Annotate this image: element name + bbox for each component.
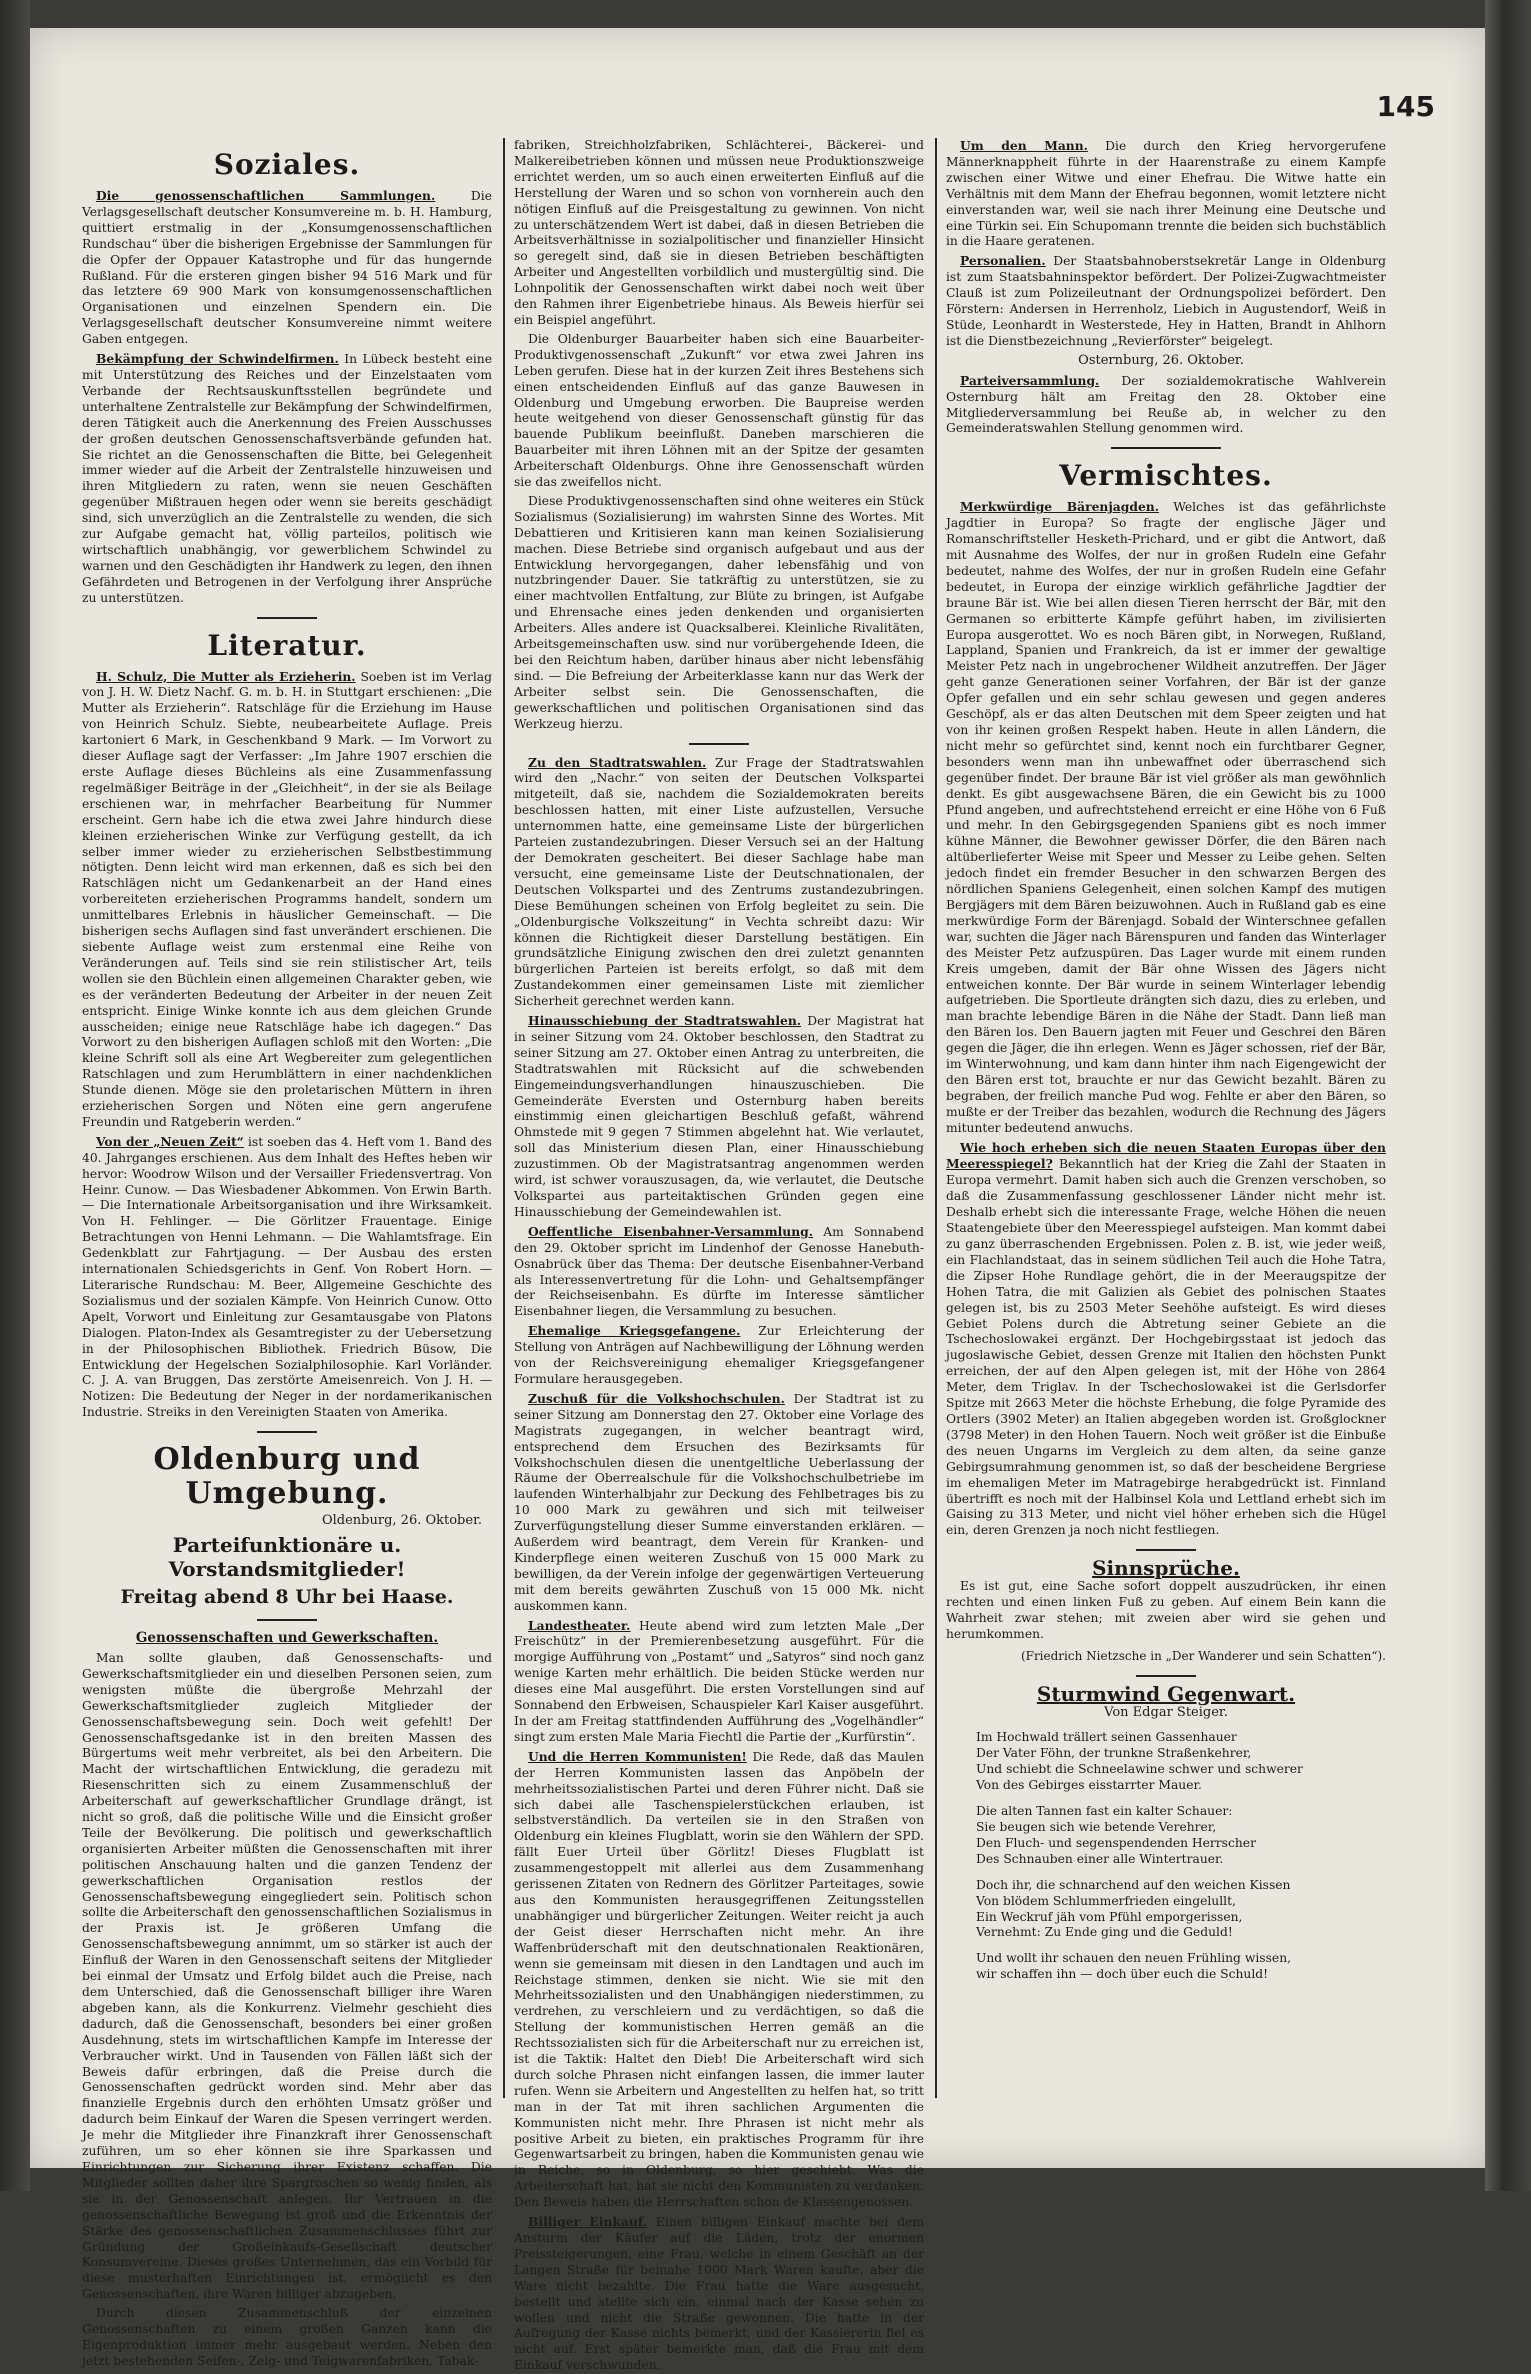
article-text: Der Staatsbahnoberstsekretär Lange in Oldenburg ist zum Staatsbahninspektor befördert. Der Polizei-Zugwachtmeister Clauß ist zum Polizeileutnant der Ordnungspolizei befördert. Den Förstern: Andersen in Herrenholz, Liebich in Augustendorf, Weiß in Stüde, Leonhardt in Westerstede, Hey in Hatten, Brandt in Ahlhorn ist die Dienstbezeichnung „Revierförster“ beigelegt. — [946, 254, 1386, 348]
article-text: Die Rede, daß das Maulen der Herren Kommunisten lassen das Anpöbeln der mehrheitssozialistischen Partei und deren Führer nicht. Daß sie sich dabei alle Taschenspielerstückchen erlauben, ist selbstverständlich. Da verteilen sie in den Straßen von Oldenburg ein kleines Flugblatt, worin sie den Wählern der SPD. fällt Euer Urteil über Görlitz! Dieses Flugblatt ist zusammengestoppelt mit allerlei aus dem Zusammenhang gerissenen Zitaten von Rednern des Görlitzer Parteitages, sowie aus den Kommunisten herausgegriffenen Zeitungsstellen unabhängiger und bürgerlicher Zeitungen. Weiter reicht ja auch der Geist dieser Herrschaften nicht mehr. An ihre Waffenbrüderschaft mit den deutschnationalen Reaktionären, wenn sie gemeinsam mit diesen in den Landtagen und auch im Reichstage stimmen, denken sie nicht. Wie sie mit den Mehrheitssozialisten und den Unabhängigen niederstimmen, zu verdrehen, zu verschleiern und zu verdächtigen, so daß die Stellung der kommunistischen Herren gemäß an die Rechtssozialisten sich für die Arbeiterschaft nur zu erreichen ist, ist die Taktik: Haltet den Dieb! Die Arbeiterschaft wird sich durch solche Phrasen nicht einfangen lassen, die immer lauter rufen. Wenn sie Arbeitern und Angestellten zu helfen hat, so tritt man in der Tat mit ihren sachlichen Argumenten die Kommunisten nicht mehr. Ihre Phrasen ist nicht mehr als positive Arbeit zu bieten, ein praktisches Programm für ihre Gegenwartsarbeit zu bringen, haben die Kommunisten genau wie in Reiche, so in Oldenburg, so hier geschieht. Was die Arbeiterschaft hat, hat sie nicht den Kommunisten zu verdanken. Den Beweis haben die Herrschaften schon de Klassengenossen. — [514, 1749, 924, 2210]
article-paragraph — [946, 1140, 1386, 1540]
article-paragraph — [946, 373, 1386, 438]
article-lead: Zuschuß für die Volkshochschulen. — [528, 1390, 785, 1406]
article-lead: Um den Mann. — [960, 138, 1088, 153]
article-paragraph — [82, 669, 492, 1131]
poem-line: Doch ihr, die schnarchend auf den weichen Kissen — [976, 1877, 1291, 1892]
poem-stanza — [976, 1730, 1386, 1794]
section-title-sinnsprueche: Sinnsprüche. — [1092, 1556, 1240, 1581]
article-lead: Landestheater. — [528, 1617, 631, 1633]
article-text: Soeben ist im Verlag von J. H. W. Dietz Nachf. G. m. b. H. in Stuttgart erschienen: „Die Mutter als Erzieherin“. Ratschläge für die Erziehung im Hause von Heinrich Schulz. Siebte, neubearbeitete Auflage. Preis kartoniert 6 Mark, in Geschenkband 9 Mark. — Im Vorwort zu dieser Auflage sagt der Verfasser: „Im Jahre 1907 erschien die erste Auflage dieses Büchleins als eine Zusammenfassung regelmäßiger Beiträge in der „Gleichheit“, in der sie als Beilage erschienen war, in mehrfacher Bearbeitung für Nummer erscheint. Gern habe ich die etwa zwei Jahre hindurch diese kleinen erzieherischen Winke zur Verfügung gestellt, da ich selber immer wieder zu erzieherischen Selbstbestimmung nötigten. Denn leicht wird man erkennen, daß es sich bei den Ratschlägen nicht um Gedankenarbeit an der Hand eines vorbereiteten erzieherischen Programms handelt, sondern um unmittelbares Erlebnis in häuslicher Gemeinschaft. — Die bisherigen sechs Auflagen sind fast unverändert erschienen. Die siebente Auflage weist zum erstenmal eine Reihe von Veränderungen auf. Teils sind sie rein stilistischer Art, teils wollen sie den Büchlein einen allgemeinen Charakter geben, wie es der veränderten Bedeutung der Arbeiter in der neuen Zeit entspricht. Einige Winke konnte ich aus dem gleichen Grunde ausscheiden; einige neue Ratschläge habe ich dagegen.“ Das Vorwort zu den bisherigen Auflagen schloß mit den Worten: „Die kleine Schrift soll als eine Art Wegbereiter zum gelegentlichen Ratschlagen und zum Herumblättern in einer nachdenklichen Stunde dienen. Möge sie den proletarischen Müttern in ihren erzieherischen Sorgen und Nöten eine gern angerufene Freundin und Ratgeberin werden.“ — [82, 669, 492, 1129]
article-lead: Personalien. — [960, 253, 1046, 269]
article-paragraph: Es ist gut, eine Sache sofort doppelt auszudrücken, ihr einen rechten und einen linken Fuß zu geben. Auf einem Bein kann die Wahrheit zwar stehen; mit zweien aber wird sie gehen und herumkommen. — [946, 1579, 1386, 1641]
poem-title: Sturmwind Gegenwart. — [1036, 1681, 1296, 1706]
divider — [689, 743, 749, 745]
article-lead: Zu den Stadtratswahlen. — [528, 754, 707, 770]
poem-line: Sie beugen sich wie betende Verehrer, — [976, 1820, 1217, 1834]
article-paragraph — [514, 1391, 924, 1615]
poem-stanza — [976, 1878, 1386, 1942]
article-lead: Parteiversammlung. — [960, 372, 1100, 388]
article-lead: Merkwürdige Bärenjagden. — [960, 499, 1160, 515]
poem-author: Von Edgar Steiger. — [1104, 1704, 1228, 1720]
article-text: Zur Erleichterung der Stellung von Anträgen auf Nachbewilligung der Löhnung werden von der Reichsvereinigung ehemaliger Kriegsgefangener Formulare herausgegeben. — [514, 1324, 924, 1386]
article-text: Der Magistrat hat in seiner Sitzung vom 24. Oktober beschlossen, den Stadtrat zu seiner Sitzung am 27. Oktober einen Antrag zu unterbreiten, die Stadtratswahlen mit Rücksicht auf die schwebenden Eingemeindungsverhandlungen hinauszuschieben. Die Gemeinderäte Eversten und Osternburg haben bereits einstimmig einen gleichartigen Beschluß gefaßt, während Ohmstede mit 9 gegen 7 Stimmen abgelehnt hat. Wie verlautet, soll das Ministerium diesen Plan, einer Hinausschiebung zuzustimmen. Ob der Magistratsantrag angenommen werden wird, ist schwer vorauszusagen, da, wie verlautet, die Deutsche Volkspartei aus parteitaktischen Gründen gegen eine Hinausschiebung der Gemeindewahlen ist. — [514, 1014, 924, 1219]
article-lead: Und die Herren Kommunisten! — [528, 1748, 747, 1764]
article-paragraph — [514, 1749, 924, 2211]
article-lead: Wie hoch erheben sich die neuen Staaten Europas über den Meeresspiegel? — [946, 1139, 1386, 1172]
poem-line: Vernehmt: Zu Ende ging und die Geduld! — [976, 1925, 1233, 1940]
article-paragraph: Durch diesen Zusammenschluß der einzelnen Genossenschaften zu einem großen Ganzen kann die Eigenproduktion immer mehr ausgebaut werden. Neben den jetzt bestehenden Seifen-, Zeig- und Teigwarenfabriken, Tabak- — [82, 2306, 492, 2368]
divider — [257, 1619, 317, 1621]
poem-line: wir schaffen ihn — doch über euch die Schuld! — [976, 1967, 1269, 1982]
article-text: ist soeben das 4. Heft vom 1. Band des 40. Jahrganges erschienen. Aus dem Inhalt des Heftes heben wir hervor: Woodrow Wilson und der Versailler Friedensvertrag. Von Heinr. Cunow. — Das Wiesbadener Abkommen. Von Erwin Barth. — Die Internationale Arbeitsorganisation und ihre Wirksamkeit. Von H. Fehlinger. — Die Görlitzer Frauentage. Einige Betrachtungen von Henni Lehmann. — Die Wahlamtsfrage. Ein Gedenkblatt zur Fahrtjagung. — Der Ausbau des ersten internationalen Schiedsgerichts in Genf. Von Robert Horn. — Literarische Rundschau: M. Beer, Allgemeine Geschichte des Sozialismus und der sozialen Kämpfe. Von Heinrich Cunow. Otto Apelt, Vorwort und Einleitung zur Gesamtausgabe von Platons Dialogen. Platon-Index als Gesamtregister zu der Uebersetzung in der Philosophischen Bibliothek. Friedrich Büsow, Die Entwicklung der Hegelschen Sozialphilosophie. Karl Vorländer. C. J. A. van Bruggen, Das zerstörte Ameisenreich. Von J. H. — Notizen: Die Bedeutung der Neger in der nordamerikanischen Industrie. Streiks in den Vereinigten Staaten von Amerika. — [82, 1134, 492, 1420]
article-paragraph — [514, 755, 924, 1011]
divider — [1111, 447, 1221, 449]
article-text: In Lübeck besteht eine mit Unterstützung des Reiches und der Einzelstaaten vom Verbande der Rechtsauskunftsstellen begründete und unterhaltene Zentralstelle zur Bekämpfung der Schwindelfirmen, deren Tätigkeit auch die Anerkennung des Freien Ausschusses der großen deutschen Genossenschaftsverbände gefunden hat. Sie richtet an die Genossenschaften die Bitte, bei Gelegenheit immer wieder auf die Arbeit der Zentralstelle hinzuweisen und ihren Mitgliedern zu raten, wenn sie neuen Geschäften gegenüber Mißtrauen hegen oder wenn sie bereits geschädigt sind, sich unverzüglich an die Zentralstelle zu wenden, die sich zur Aufgabe gemacht hat, völlig parteilos, politisch wie wirtschaftlich unabhängig, vor gewerblichem Schwindel zu warnen und den Geschädigten ihr Handwerk zu legen, den ihnen Gefährdeten und Betrogenen in der Verfolgung ihrer Ansprüche zu unterstützen. — [82, 352, 492, 605]
article-paragraph: Diese Produktivgenossenschaften sind ohne weiteres ein Stück Sozialismus (Sozialisierung) im wahrsten Sinne des Wortes. Mit Debattieren und Kritisieren kann man keinen Sozialisierung machen. Diese Betriebe sind organisch aufgebaut und aus der Entwicklung hervorgegangen, daher lebensfähig und von nutzbringender Dauer. Sie tatkräftig zu unterstützen, sie zu einer machtvollen Entfaltung, zur Blüte zu bringen, ist Aufgabe und Ehrensache eines jeden denkenden und organisierten Arbeiters. Alles andere ist Quacksalberei. Kleinliche Rivalitäten, Arbeitsgemeinschaften usw. sind nur vorübergehende Ideen, die bei den Reichtum haben, darüber hinaus aber nicht lebensfähig sind. — Die Befreiung der Arbeiterklasse kann nur das Werk der Arbeiter selbst sein. Die Genossenschaften, die gewerkschaftlichen und politischen Organisationen sind das Werkzeug hierzu. — [514, 493, 924, 731]
article-text: Heute abend wird zum letzten Male „Der Freischütz“ in der Premierenbesetzung ausgeführt. Für die morgige Aufführung von „Postamt“ und „Satyros“ sind noch ganz wenige Karten mehr erhältlich. Die beiden Stücke werden nur dieses eine Mal ausgeführt. Die ersten Vorstellungen sind auf Sonnabend den Erbweisen, Schauspieler Karl Kaiser ausgeführt. In der am Freitag stattfindenden Aufführung des „Vogelhändler“ singt zum ersten Male Maria Fiechtl die Partie der „Kurfürstin“. — [514, 1618, 924, 1744]
section-title-oldenburg: Oldenburg und Umgebung. — [153, 1442, 421, 1512]
poem-line: Und schiebt die Schneelawine schwer und schwerer — [976, 1762, 1303, 1777]
article-lead: Billiger Einkauf. — [528, 2214, 647, 2230]
article-lead: Hinausschiebung der Stadtratswahlen. — [528, 1013, 802, 1029]
section-title-soziales: Soziales. — [213, 148, 361, 181]
poem-line: Der Vater Föhn, der trunkne Straßenkehrer, — [976, 1746, 1252, 1761]
dateline: Osternburg, 26. Oktober. — [1078, 352, 1244, 368]
article-paragraph — [514, 2214, 924, 2374]
column-rule — [503, 138, 505, 2098]
article-paragraph — [82, 1134, 492, 1421]
article-paragraph — [514, 1323, 924, 1388]
article-text: Der Stadtrat ist zu seiner Sitzung am Donnerstag den 27. Oktober eine Vorlage des Magistrats zugegangen, in welcher beantragt wird, entsprechend dem Ersuchen des Bezirksamts für Volkshochschulen diesen die unentgeltliche Ueberlassung der Räume der Oberrealschule für die Volkshochschulbetriebe im laufenden Winterhalbjahr zur Deckung des Fehlbetrages bis zu 10 000 Mark zu gewähren und sich mit teilweiser Zurverfügungstellung dieser Summe einverstanden erklären. — Außerdem wird beantragt, dem Verein für Kranken- und Kinderpflege einen weiteren Zuschuß von 15 000 Mark zu bewilligen, da der Verein infolge der gegenwärtigen Verteuerung mit dem bereits gewährten Zuschuß von 15 000 Mk. nicht auskommen kann. — [514, 1391, 924, 1613]
article-paragraph — [82, 188, 492, 348]
article-lead: Bekämpfung der Schwindelfirmen. — [96, 351, 339, 367]
article-title: Genossenschaften und Gewerkschaften. — [135, 1630, 439, 1647]
article-lead: Von der „Neuen Zeit“ — [96, 1133, 244, 1149]
article-lead: Oeffentliche Eisenbahner-Versammlung. — [528, 1223, 814, 1239]
poem-line: Von des Gebirges eisstarrter Mauer. — [976, 1778, 1202, 1793]
article-text: Welches ist das gefährlichste Jagdtier in Europa? So fragte der englische Jäger und Romanschriftsteller Hesketh-Prichard, und er gibt die Antwort, daß mit Ausnahme des Wolfes, der nur in großen Rudeln eine Gefahr bedeutet, nahme des Wolfes, der nur in großen Rudeln eine Gefahr bedeutet, in Europa der einzige wirklich gefährliche Jagdtier der braune Bär ist. Wie bei allen diesen Tieren herrscht der Bär, mit den Germanen so erbitterte Kämpfe geführt haben, im zivilisierten Europa ausgerottet. Wo es noch Bären gibt, in Norwegen, Rußland, Lappland, Spanien und Frankreich, da ist er immer der gewaltige Meister Petz nach in ungebrochener Wildheit anzutreffen. Der Jäger geht ganze Generationen seiner Vorfahren, der Bär ist der ganze Opfer gefallen und ein sehr schlau gewesen und gegen anderes Geschöpf, als er das alten Deutschen mit dem Speer zeigten und hat von ihr keinen großen Respekt haben. Heute in allen Ländern, die nicht mehr so gefürchtet sind, kennt noch ein furchtbarer Gegner, besonders wenn man ihn unbewaffnet oder überraschend sich gegenüber findet. Der braune Bär ist viel größer als man gewöhnlich denkt. Es gibt ausgewachsene Bären, die ein Gewicht bis zu 1000 Pfund angeben, und aufrechtstehend erreicht er eine Höhe von 6 Fuß und mehr. In den Gebirgsgegenden Spaniens gibt es noch immer kühne Männer, die Bewohner gewisser Dörfer, die den Bären nach altüberlieferter Weise mit Speer und Messer zu Leibe gehen. Selten jedoch findet ein fremder Besucher in den schwarzen Bergen des nördlichen Spaniens Gelegenheit, einen solchen Kampf des mutigen Bergjägers mit dem Bären beizuwohnen. Auch in Rußland gab es eine merkwürdige Form der Bärenjagd. Sobald der Winterschnee gefallen war, suchten die Jäger nach Bärenspuren und fanden das Winterlager des Meister Petz aufzuspüren. Das Lager wurde mit einem runden Kreis umgeben, damit der Bär ohne Wissen des Jägers nicht entweichen konnte. Der Bär wurde in seinem Winterlager lebendig aufgetrieben. Die Sportleute drängten sich dazu, dies zu erleben, und man brachte lebendige Bären in die Nähe der Stadt. Dann ließ man den Bären los. Den Bauern jagten mit Feuer und Geschrei den Bären gegen die Jäger, die ihn erlegen. Wenn es Jäger schossen, rief der Bär, im Winterwohnung, und kam dann hinter ihm nach Eigengewicht der den Bären erst tot, brauchte er nur das Gewicht bezahlt. Bären zu begraben, der freilich manche Pud wog. Fehlte er aber den Bären, so mußte er der Treiber das bezahlen, wodurch die Rechnung des Jägers mitunter bedeutend anwuchs. — [946, 500, 1386, 1135]
party-notice-time: Freitag abend 8 Uhr bei Haase. — [120, 1586, 454, 1609]
article-text: Die durch den Krieg hervorgerufene Männerknappheit führte in der Haarenstraße zu einem Kampfe zwischen einer Witwe und einer Ehefrau. Die Witwe hatte ein Verhältnis mit dem Mann der Ehefrau begonnen, womit letztere nicht einverstanden war, weil sie nach ihrer Meinung eine Deutsche und eine Türkin sei. Ein Schupomann trennte die beiden sich buchstäblich in die Haare geratenen. — [946, 139, 1386, 249]
article-paragraph — [514, 1224, 924, 1320]
poem-line: Im Hochwald trällert seinen Gassenhauer — [976, 1730, 1237, 1745]
party-notice-headline: Parteifunktionäre u. Vorstandsmitglieder! — [168, 1533, 406, 1582]
section-title-literatur: Literatur. — [207, 628, 367, 662]
article-lead: H. Schulz, Die Mutter als Erzieherin. — [96, 668, 356, 684]
poem-line: Von blödem Schlummerfrieden eingelullt, — [976, 1893, 1236, 1908]
divider — [257, 1431, 317, 1433]
article-lead: Ehemalige Kriegsgefangene. — [528, 1323, 741, 1339]
article-paragraph — [514, 1013, 924, 1221]
article-paragraph: Man sollte glauben, daß Genossenschafts- und Gewerkschaftsmitglieder ein und dieselben Personen seien, zum wenigsten müßte die übergroße Mehrzahl der Gewerkschaftsmitglieder zugleich Mitglieder der Genossenschaftsbewegung sein. Doch weit gefehlt! Der Genossenschaftsgedanke ist in den breiten Massen des Bürgertums weit mehr verbreitet, als bei den Arbeitern. Die Macht der wirtschaftlichen Entwicklung, die geradezu mit Riesenschritten sich zu einem Zusammenschluß der Arbeiterschaft auf gewerkschaftlicher Grundlage drängt, ist nicht so groß, daß die politische Wille und die Einsicht großer Teile der Bevölkerung. Die politisch und gewerkschaftlich organisierten Arbeiter müßten die Genossenschaften mit ihrer politischen Anschauung halten und die ganzen Tendenz der gewerkschaftlichen Organisation restlos der Genossenschaftsbewegung eingegliedert sein. Politisch schon sollte die Arbeiterschaft den genossenschaftlichen Sozialismus in der Praxis ist. Je größeren Umfang die Genossenschaftsbewegung annimmt, um so stärker ist auch der Einfluß der Waren in den Genossenschaft seitens der Mitglieder bei einmal der Umsatz und Erfolg bildet auch die Preise, nach dem Unterschied, daß die Genossenschaft billiger ihre Waren abgeben kann, als die Konkurrenz. Vielmehr geschieht dies dadurch, daß die Genossenschaft, besonders bei einer großen Ausdehnung, stets im wirtschaftlichen Kampfe im Interesse der Verbraucher wirkt. Und in Tausenden von Fällen läßt sich der Beweis dafür erbringen, daß die Preise durch die Genossenschaften gedrückt worden sind. Mehr aber das finanzielle Ergebnis durch den erhöhten Umsatz größer und dadurch beim Einkauf der Waren die Spesen verringert werden. Je mehr die Mitglieder ihre Finanzkraft ihrer Genossenschaft zuführen, um so eher können sie ihre Sparkassen und Einrichtungen zur Sicherung ihrer Existenz schaffen. Die Mitglieder sollten daher ihre Spargroschen so wenig finden, als sie in der Genossenschaft anlegen. Ihr Vertrauen in die genossenschaftliche Bewegung ist groß und die Erkenntnis der Stärke des genossenschaftlichen Zusammenschlusses führt zur Gründung der Großeinkaufs-Gesellschaft deutscher Konsumvereine. Dieses großes Unternehmen, das ein Vorbild für diese musterhaften Einrichtungen ist, ermöglicht es den Genossenschaften, ihre Waren billiger abzugeben. — [82, 1650, 492, 2302]
divider — [1136, 1549, 1196, 1551]
article-paragraph: Die Oldenburger Bauarbeiter haben sich eine Bauarbeiter-Produktivgenossenschaft „Zukunft“ vor etwa zwei Jahren ins Leben gerufen. Diese hat in der kurzen Zeit ihres Bestehens sich einen entscheidenden Einfluß auf das ganze Bauwesen in Oldenburg und Umgebung erworben. Die Baupreise werden heute weitgehend von dieser Genossenschaft günstig für das bauende Publikum beeinflußt. Daneben marschieren die Bauarbeiter mit ihren Löhnen mit an der Spitze der gesamten Arbeiterschaft Oldenburgs. Ohne ihre Genossenschaft würden sie das zweifellos nicht. — [514, 331, 924, 490]
article-paragraph: fabriken, Streichholzfabriken, Schlächterei-, Bäckerei- und Malkereibetrieben können und müssen neue Produktionszweige errichtet werden, um so auch einen erweiterten Einfluß auf die Herstellung der Waren und so schon von vornherein auch den nötigen Einfluß auf die Preisgestaltung zu gewinnen. Von nicht zu unterschätzendem Wert ist dabei, daß in diesen Betrieben die Arbeitsverhältnisse in sozialpolitischer und finanzieller Hinsicht so geregelt sind, daß sie in diesen Betrieben beschäftigten Arbeiter und Angestellten vorbildlich und mustergültig sind. Die Lohnpolitik der Genossenschaften wirkt dabei noch weit über den Rahmen ihrer Eigenbetriebe hinaus. Als Beweis hierfür sei ein Beispiel angeführt. — [514, 138, 924, 327]
column-1 — [82, 138, 492, 2368]
article-paragraph — [514, 1618, 924, 1746]
article-paragraph — [946, 253, 1386, 349]
article-text: Am Sonnabend den 29. Oktober spricht im Lindenhof der Genosse Hanebuth-Osnabrück über das Thema: Der deutsche Eisenbahner-Verband als Interessenvertretung für die Lohn- und Gehaltsempfänger der Reichseisenbahn. Es dürfte im Interesse sämtlicher Eisenbahner liegen, die Versammlung zu besuchen. — [514, 1224, 924, 1319]
poem-stanza — [976, 1951, 1386, 1983]
quote-attribution: (Friedrich Nietzsche in „Der Wanderer und sein Schatten“). — [1020, 1648, 1386, 1663]
poem-line: Ein Weckruf jäh vom Pfühl emporgerissen, — [976, 1909, 1243, 1924]
article-text: Der sozialdemokratische Wahlverein Osternburg hält am Freitag den 28. Oktober eine Mitgliederversammlung bei Reuße ab, in welcher zu den Gemeinderatswahlen Stellung genommen wird. — [946, 373, 1386, 436]
article-paragraph — [946, 499, 1386, 1136]
scan-binding-right — [1485, 0, 1531, 2191]
scan-binding-left — [0, 0, 30, 2191]
column-2 — [514, 138, 925, 2373]
column-rule — [935, 138, 937, 2098]
poem-stanza — [976, 1804, 1386, 1868]
poem-line: Die alten Tannen fast ein kalter Schauer: — [976, 1804, 1233, 1819]
dateline: Oldenburg, 26. Oktober. — [321, 1513, 482, 1529]
section-title-vermischtes: Vermischtes. — [1059, 459, 1273, 493]
article-text: Einen billigen Einkauf machte bei dem Ansturm der Käufer auf die Läden, trotz der enormen Preissteigerungen, eine Frau, welche in einem Geschäft an der Langen Straße für beinahe 1000 Mark Waren kaufte, aber die Ware nicht bezahlte. Die Frau hatte die Ware ausgesucht, bestellt und stellte sich ein, einmal nach der Kasse sehen zu wollen und nicht die Straße gewonnen. Die hatte in der Aufregung der Kasse nichts bemerkt, und der Kassiererin fiel es nicht auf. Erst später bemerkte man, daß die Frau mit dem Einkauf verschwunden. — [514, 2215, 925, 2373]
article-lead: Die genossenschaftlichen Sammlungen. — [96, 188, 436, 203]
column-3 — [946, 138, 1386, 2158]
page-number: 145 — [1376, 90, 1435, 123]
poem-line: Des Schnauben einer alle Wintertrauer. — [976, 1851, 1224, 1866]
article-paragraph — [82, 351, 492, 607]
poem-line: Den Fluch- und segenspendenden Herrscher — [976, 1835, 1256, 1850]
article-text: Die Verlagsgesellschaft deutscher Konsumvereine m. b. H. Hamburg, quittiert erstmalig in der „Konsumgenossenschaftlichen Rundschau“ über die bisherigen Ergebnisse der Sammlungen für die Opfer der Oppauer Katastrophe und für das hungernde Rußland. Für die ersteren gingen bisher 94 516 Mark und für das letztere 69 900 Mark von konsumgenossenschaftlichen Organisationen und einzelnen Spendern ein. Die Verlagsgesellschaft deutscher Konsumvereine nimmt weitere Gaben entgegen. — [82, 189, 492, 347]
article-text: Bekanntlich hat der Krieg die Zahl der Staaten in Europa vermehrt. Damit haben sich auch die Grenzen verschoben, so daß die Zusammenfassung geschlossener Länder nicht mehr ist. Deshalb erhebt sich die interessante Frage, welche Höhen die neuen Staatengebiete über den Meeresspiegel aufsteigen. Man kommt dabei zu ganz überraschenden Ergebnissen. Polen z. B. ist, wie jeder weiß, ein Flachlandstaat, das in seinem südlichen Teil auch die Hohe Tatra, die Zipser Hohe Rundlage gehört, die in der Meeraugspitze der Hohen Tatra, die mit Galizien als Gebiet des polnischen Staates gelegen ist, bis zu 2503 Meter Seehöhe aufsteigt. Es wird dieses Gebiet Polens durch die Abtretung seiner Gebiete an die Tschechoslowakei ergänzt. Der Hochgebirgsstaat ist jedoch das jugoslawische Gebiet, dessen Grenze mit Italien den höchsten Punkt erreichen, der auf den Alpen gelegen ist, mit der Höhe von 2864 Meter, dem Triglav. In der Tschechoslowakei ist die Gerlsdorfer Spitze mit 2663 Meter die höchste Erhebung, die folge Pyramide des Ortlers (3902 Meter) an Italien abgegeben worden ist. Großglockner (3798 Meter) in den Hohen Tauern. Noch weit größer ist die Einbuße des neuen Ungarns im Vergleich zu dem alten, da seine ganze Gebirgsumrahmung genommen ist, so daß der bescheidene Bergriese im ehemaligen Meter im Matragebirge herabgedrückt ist. Finnland übertrifft es noch mit der Halbinsel Kola und Lettland erhebt sich im Gaising zu 313 Meter, und nicht viel höher erheben sich die Hügel ein, deren Grenzen ja noch nicht festliegen. — [946, 1157, 1386, 1538]
divider — [1136, 1675, 1196, 1677]
poem-line: Und wollt ihr schauen den neuen Frühling wissen, — [976, 1951, 1292, 1966]
newspaper-page — [30, 28, 1485, 2373]
article-text: Zur Frage der Stadtratswahlen wird den „Nachr.“ von seiten der Deutschen Volkspartei mitgeteilt, daß sie, nachdem die Sozialdemokraten bereits beschlossen hatten, mit einer Liste aufzustellen, Versuche unternommen hatte, eine gemeinsame Liste der bürgerlichen Parteien zustandezubringen. Dieser Versuch sei an der Haltung der Demokraten gescheitert. Bei dieser Sachlage habe man versucht, eine gemeinsame Liste der Deutschnationalen, der Deutschen Volkspartei und des Zentrums zustandezubringen. Diese Bemühungen scheinen von Erfolg begleitet zu sein. Die „Oldenburgische Volkszeitung“ in Vechta schreibt dazu: Wir können die Richtigkeit dieser Darstellung bestätigen. Ein grundsätzliche Einigung zwischen den drei zuletzt genannten bürgerlichen Parteien ist bereits erfolgt, so daß mit dem Zustandekommen einer gemeinsamen Liste mit ziemlicher Sicherheit gerechnet werden kann. — [514, 755, 924, 1009]
divider — [257, 617, 317, 619]
article-paragraph — [946, 138, 1386, 250]
